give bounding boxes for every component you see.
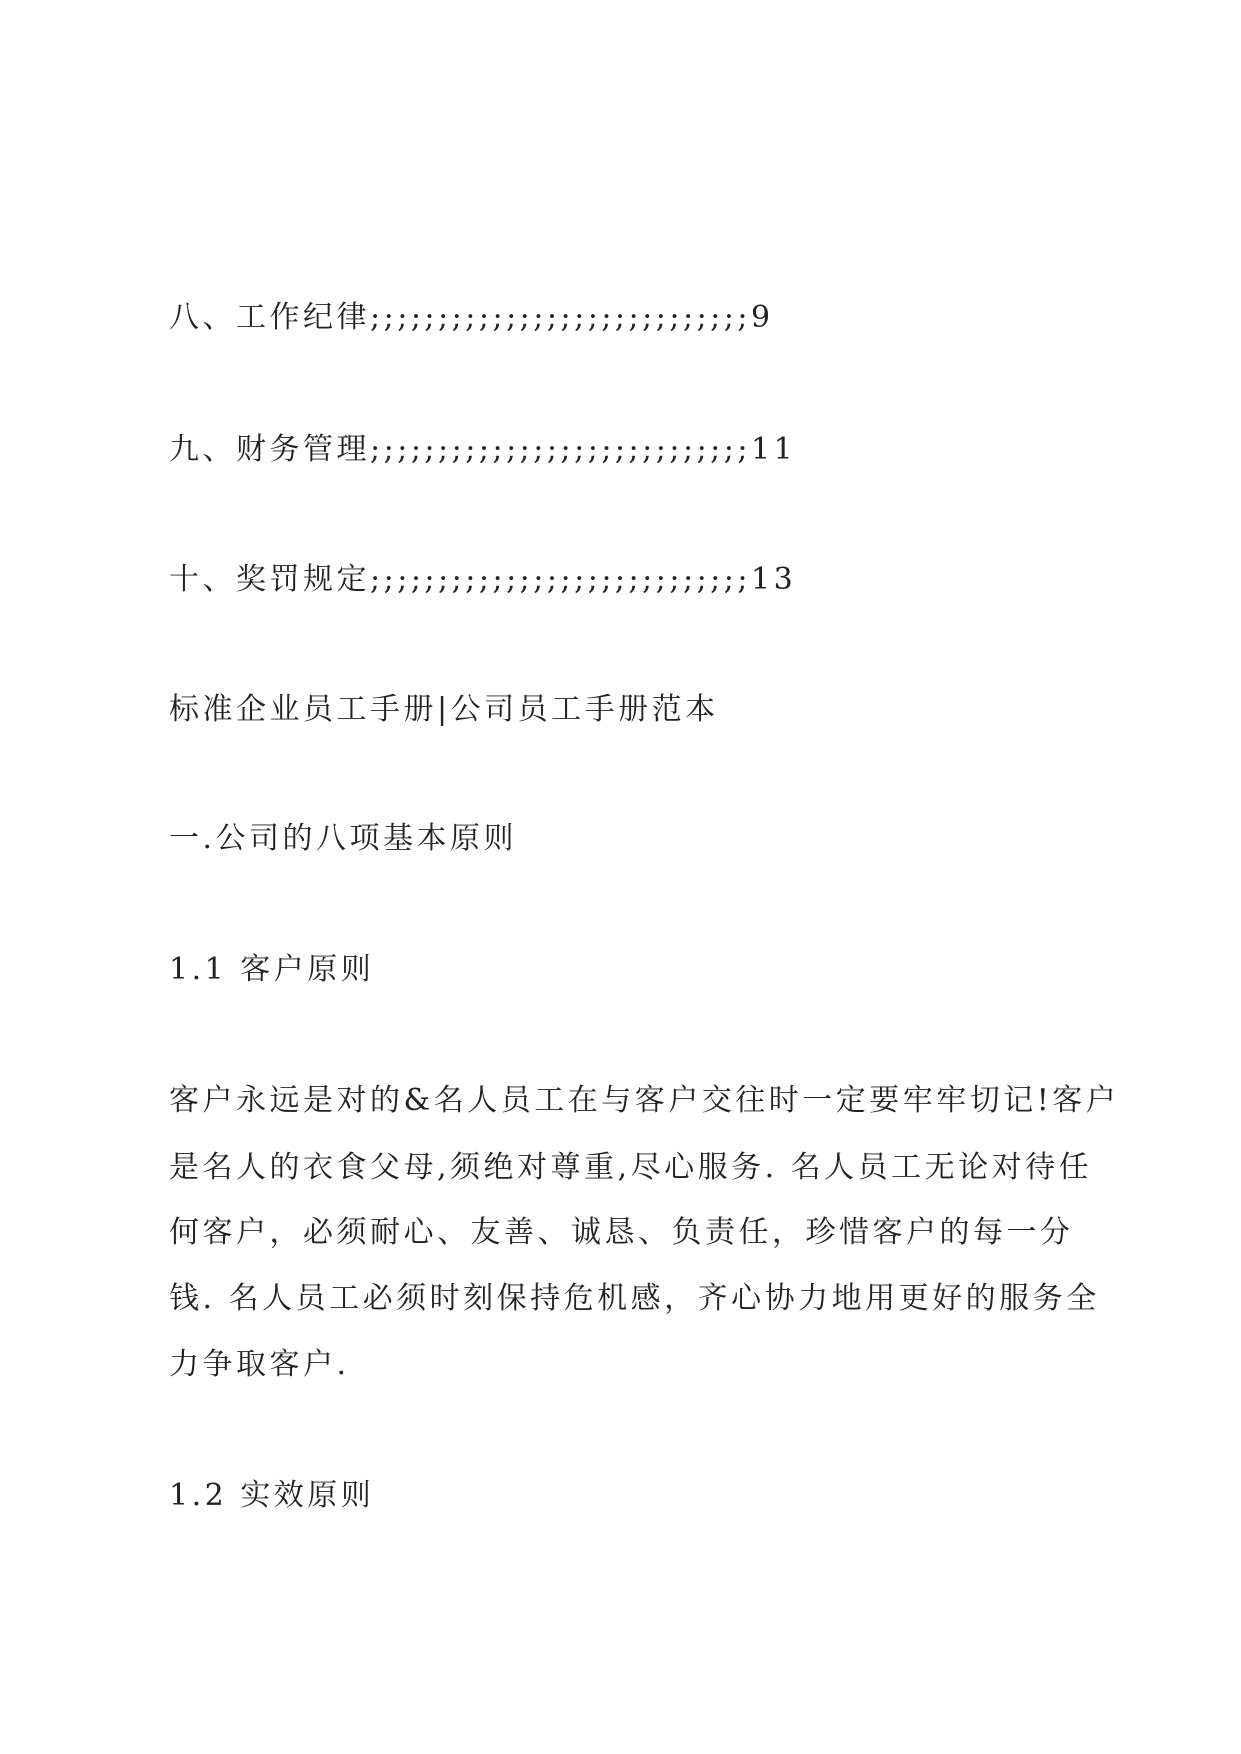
subsection-heading: 1.2 实效原则 xyxy=(169,1478,375,1513)
toc-entry xyxy=(169,298,774,338)
toc-entry-leader: ;;;;;;;;;;;;;;;;;;;;;;;;;;;; xyxy=(370,562,752,597)
paragraph-line: 力争取客户. xyxy=(169,1347,350,1382)
toc-entry-label: 十、奖罚规定 xyxy=(169,562,370,597)
paragraph-line: 客户永远是对的&名人员工在与客户交往时一定要牢牢切记!客户 xyxy=(169,1083,1120,1118)
paragraph-line: 是名人的衣食父母,须绝对尊重,尽心服务. 名人员工无论对待任 xyxy=(169,1150,1093,1185)
toc-entry-page: 11 xyxy=(751,432,797,467)
toc-entry xyxy=(169,560,796,600)
toc-entry-label: 八、工作纪律 xyxy=(169,300,370,335)
toc-entry-leader: ;;;;;;;;;;;;;;;;;;;;;;;;;;;; xyxy=(370,432,752,467)
toc-entry xyxy=(169,430,796,470)
section-heading: 一.公司的八项基本原则 xyxy=(169,821,518,856)
subsection-heading: 1.1 客户原则 xyxy=(169,952,375,987)
toc-entry-page: 9 xyxy=(751,300,774,335)
paragraph-line: 钱. 名人员工必须时刻保持危机感，齐心协力地用更好的服务全 xyxy=(169,1281,1100,1316)
toc-entry-label: 九、财务管理 xyxy=(169,432,370,467)
paragraph-line: 何客户，必须耐心、友善、诚恳、负责任，珍惜客户的每一分 xyxy=(169,1215,1074,1250)
document-title: 标准企业员工手册|公司员工手册范本 xyxy=(169,692,719,727)
toc-entry-leader: ;;;;;;;;;;;;;;;;;;;;;;;;;;;; xyxy=(370,300,752,335)
toc-entry-page: 13 xyxy=(751,562,797,597)
